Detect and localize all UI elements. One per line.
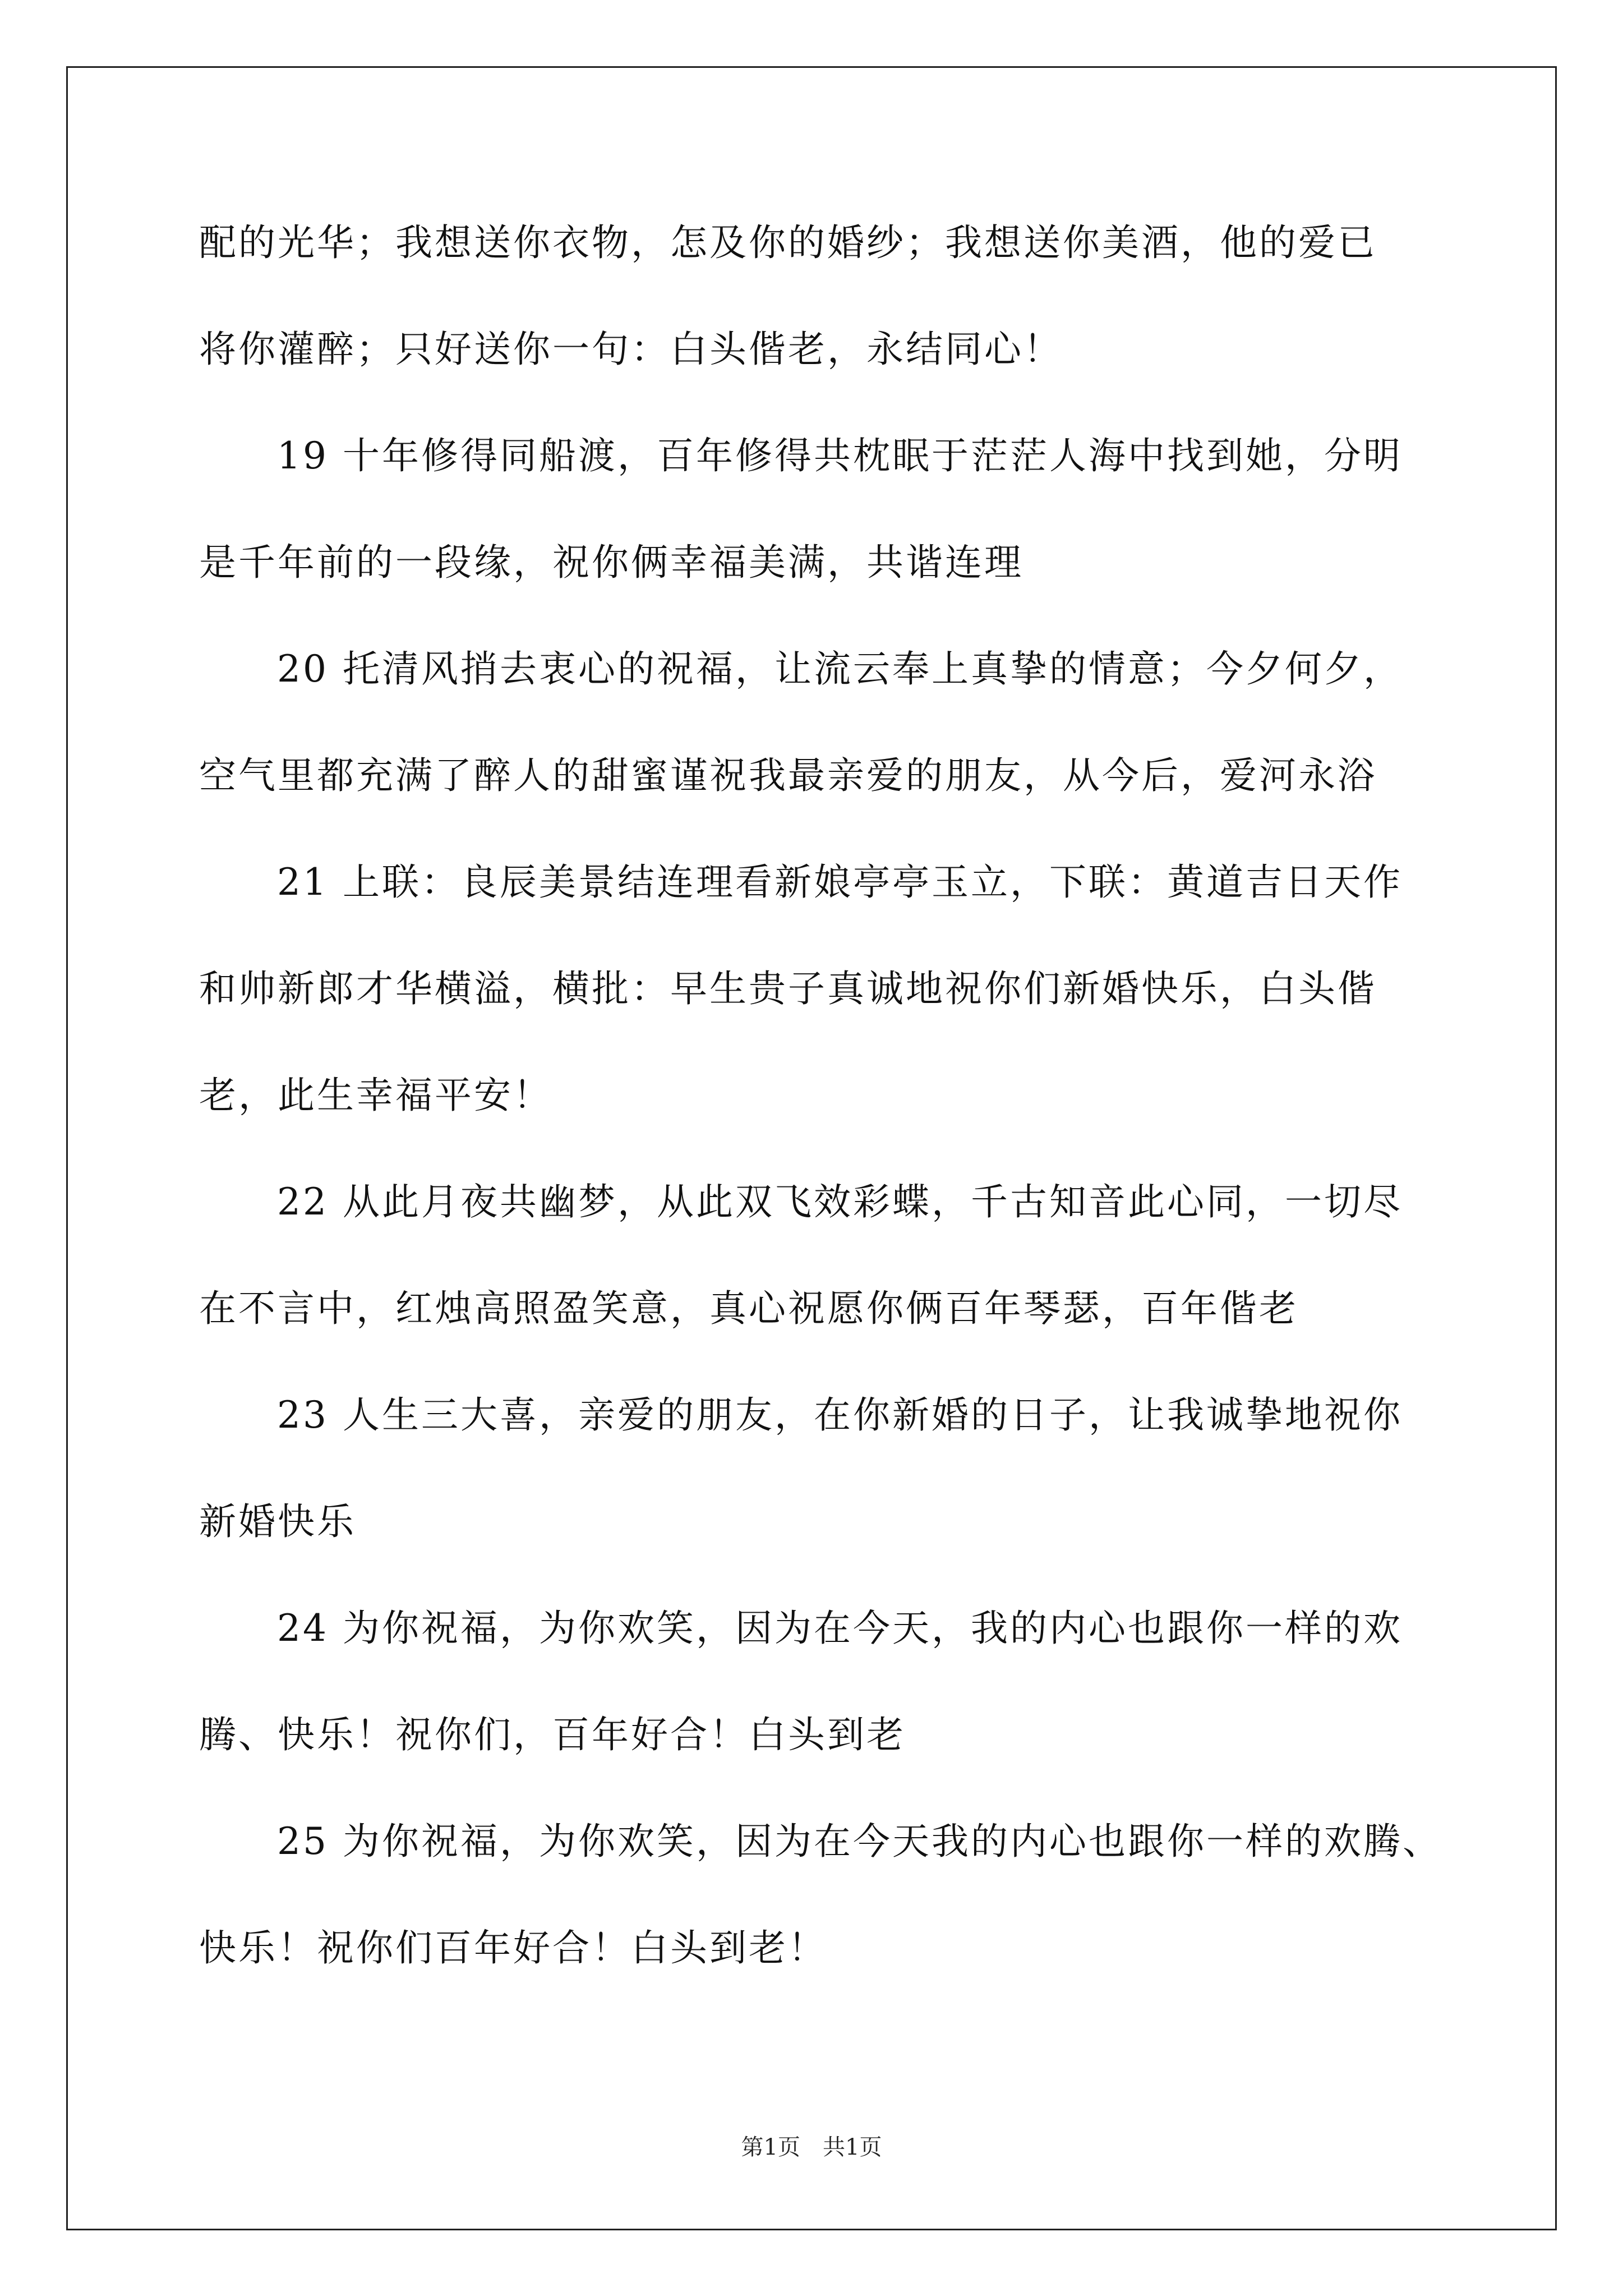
paragraph-20-line-2: 空气里都充满了醉人的甜蜜谨祝我最亲爱的朋友，从今后，爱河永浴	[199, 754, 1377, 797]
paragraph-20-line-1: 20 托清风捎去衷心的祝福，让流云奉上真挚的情意；今夕何夕，	[277, 647, 1403, 691]
paragraph-24-line-2: 腾、快乐！祝你们，百年好合！白头到老	[199, 1713, 906, 1756]
text-line: 将你灌醉；只好送你一句：白头偕老，永结同心！	[199, 328, 1063, 371]
text-line: 配的光华；我想送你衣物，怎及你的婚纱；我想送你美酒，他的爱已	[199, 221, 1377, 264]
paragraph-22-line-2: 在不言中，红烛高照盈笑意，真心祝愿你俩百年琴瑟，百年偕老	[199, 1287, 1298, 1330]
paragraph-23-line-1: 23 人生三大喜，亲爱的朋友，在你新婚的日子，让我诚挚地祝你	[277, 1393, 1403, 1437]
paragraph-19-line-2: 是千年前的一段缘，祝你俩幸福美满，共谐连理	[199, 541, 1023, 584]
page-frame	[66, 66, 1557, 2230]
paragraph-23-line-2: 新婚快乐	[199, 1500, 356, 1543]
paragraph-21-line-3: 老，此生幸福平安！	[199, 1074, 552, 1117]
page-footer: 第1页 共1页	[741, 2134, 882, 2160]
paragraph-21-line-1: 21 上联：良辰美景结连理看新娘亭亭玉立，下联：黄道吉日天作	[277, 861, 1403, 904]
paragraph-24-line-1: 24 为你祝福，为你欢笑，因为在今天，我的内心也跟你一样的欢	[277, 1607, 1403, 1650]
paragraph-25-line-2: 快乐！祝你们百年好合！白头到老！	[199, 1926, 827, 1970]
paragraph-25-line-1: 25 为你祝福，为你欢笑，因为在今天我的内心也跟你一样的欢腾、	[277, 1820, 1442, 1863]
paragraph-19-line-1: 19 十年修得同船渡，百年修得共枕眠于茫茫人海中找到她，分明	[277, 434, 1403, 477]
paragraph-22-line-1: 22 从此月夜共幽梦，从此双飞效彩蝶，千古知音此心同，一切尽	[277, 1180, 1403, 1223]
paragraph-21-line-2: 和帅新郎才华横溢，横批：早生贵子真诚地祝你们新婚快乐，白头偕	[199, 967, 1377, 1010]
